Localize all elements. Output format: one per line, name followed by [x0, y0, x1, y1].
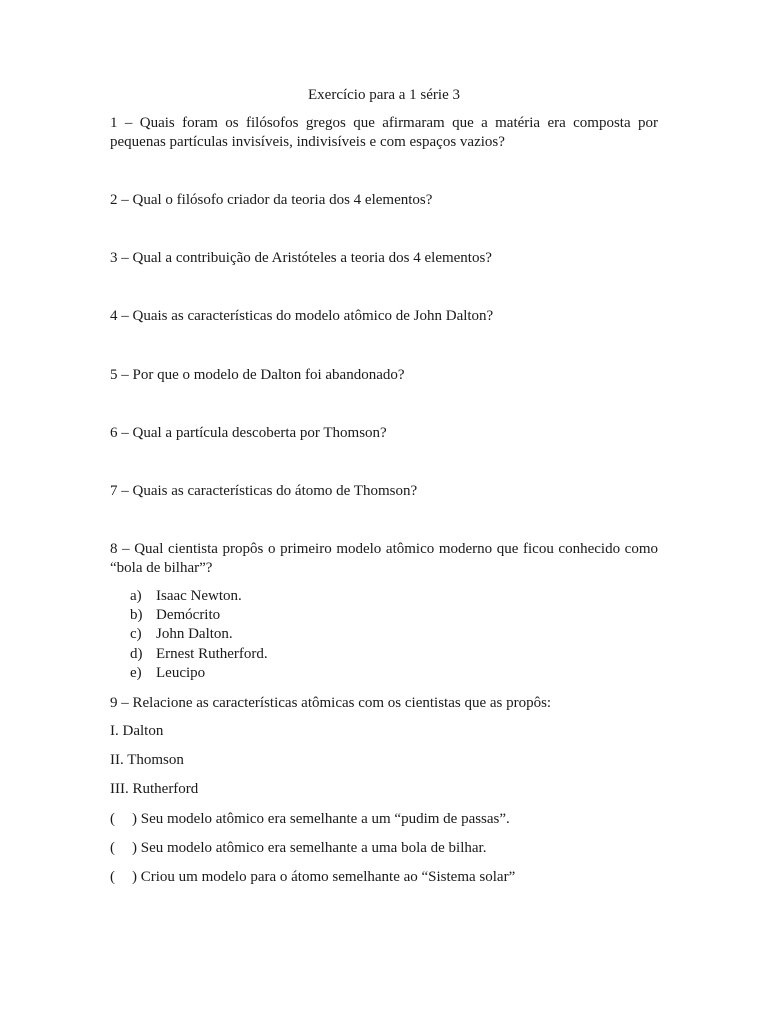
list-item: [130, 645, 530, 664]
question-1: 1 – Quais foram os filósofos gregos que afirmaram que a matéria era composta por pequenas partículas invisíveis, indivisíveis e com espaços vazios?: [110, 115, 658, 150]
page-title: Exercício para a 1 série 3: [308, 87, 460, 103]
list-item: [130, 606, 530, 625]
question-3: 3 – Qual a contribuição de Aristóteles a teoria dos 4 elementos?: [110, 250, 492, 266]
option-letter: e): [130, 664, 142, 681]
option-letter: d): [130, 645, 143, 662]
list-item: [130, 625, 530, 644]
scientist-item: III. Rutherford: [110, 781, 199, 797]
match-item-text: ) Criou um modelo para o átomo semelhante ao “Sistema solar”: [132, 869, 516, 885]
list-item: [130, 664, 530, 683]
match-item: [110, 839, 658, 858]
option-text: Leucipo: [156, 664, 206, 681]
question-8-options: [130, 587, 530, 683]
match-item: [110, 868, 658, 887]
question-5: 5 – Por que o modelo de Dalton foi abandonado?: [110, 367, 405, 383]
match-item-text: ) Seu modelo atômico era semelhante a uma bola de bilhar.: [132, 840, 487, 856]
match-item-text: ) Seu modelo atômico era semelhante a um “pudim de passas”.: [132, 811, 510, 827]
option-text: Isaac Newton.: [156, 588, 242, 604]
list-item: [130, 587, 530, 606]
question-7: 7 – Quais as características do átomo de Thomson?: [110, 483, 418, 499]
option-text: Demócrito: [156, 607, 221, 624]
option-text: Ernest Rutherford.: [156, 645, 268, 662]
match-item: [110, 810, 658, 829]
scientist-item: I. Dalton: [110, 723, 164, 739]
question-9-prompt: 9 – Relacione as características atômicas com os cientistas que as propôs:: [110, 695, 552, 711]
match-bracket: (: [110, 840, 115, 856]
question-6: 6 – Qual a partícula descoberta por Thomson?: [110, 425, 387, 441]
match-bracket: (: [110, 811, 115, 827]
question-4: 4 – Quais as características do modelo atômico de John Dalton?: [110, 308, 494, 324]
option-letter: a): [130, 588, 142, 604]
match-bracket: (: [110, 869, 115, 885]
option-text: John Dalton.: [156, 626, 233, 643]
option-letter: b): [130, 607, 143, 624]
question-2: 2 – Qual o filósofo criador da teoria dos 4 elementos?: [110, 192, 433, 208]
scientist-item: II. Thomson: [110, 752, 184, 768]
question-8: 8 – Qual cientista propôs o primeiro modelo atômico moderno que ficou conhecido como “bola de bilhar”?: [110, 541, 658, 576]
option-letter: c): [130, 626, 142, 643]
